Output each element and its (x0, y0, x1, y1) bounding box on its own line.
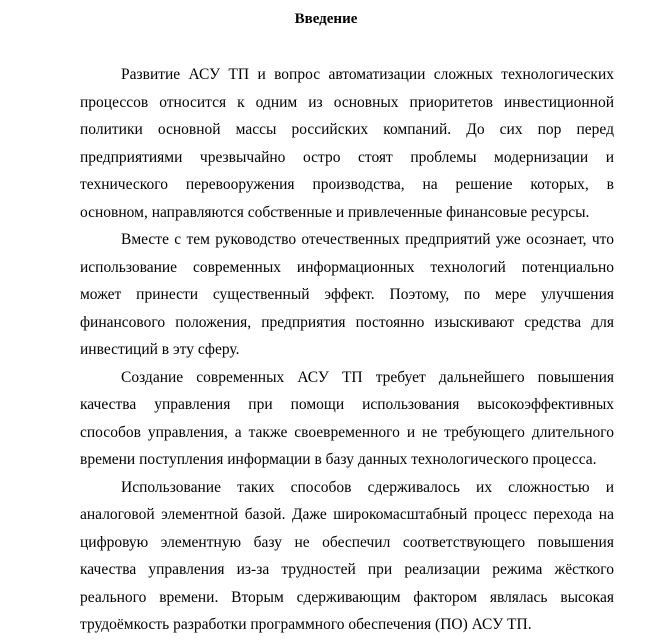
paragraph-1 (80, 65, 614, 230)
paragraph-3 (80, 368, 614, 478)
document-body (80, 65, 614, 643)
text-line: Развитие АСУ ТП и вопрос автоматизации сложных технологических (121, 66, 614, 83)
paragraph-2 (80, 230, 614, 368)
text-line: аналоговой элементной базой. Даже широкомасштабный процесс перехода на (80, 506, 614, 523)
text-line: времени поступления информации в базу данных технологического процесса. (80, 451, 597, 468)
text-line: качества управления при помощи использования высокоэффективных (80, 396, 614, 413)
text-line: технического перевооружения производства, на решение которых, в (80, 176, 614, 193)
text-line: инвестиций в эту сферу. (80, 341, 240, 358)
text-line: основном, направляются собственные и привлеченные финансовые ресурсы. (80, 203, 590, 221)
text-line: цифровую элементную базу не обеспечил соответствующего повышения (80, 533, 614, 551)
text-line: качества управления из-за трудностей при реализации режима жёсткого (80, 561, 614, 578)
text-line: процессов относится к одним из основных приоритетов инвестиционной (80, 93, 614, 111)
text-line: реального времени. Вторым сдерживающим фактором являлась высокая (80, 588, 614, 606)
text-line: финансового положения, предприятия постоянно изыскивают средства для (80, 313, 614, 331)
text-line: может принести существенный эффект. Поэтому, по мере улучшения (80, 286, 614, 303)
text-line: предприятиями чрезвычайно остро стоят проблемы модернизации и (80, 148, 614, 166)
document-title: Введение (294, 11, 358, 27)
text-line: способов управления, а также своевременного и не требующего длительного (80, 423, 614, 441)
text-line: Вместе с тем руководство отечественных предприятий уже осознает, что (121, 231, 614, 248)
text-line: Создание современных АСУ ТП требует дальнейшего повышения (121, 368, 614, 386)
text-line: трудоёмкость разработки программного обеспечения (ПО) АСУ ТП. (80, 616, 532, 633)
text-line: использование современных информационных технологий потенциально (80, 258, 614, 276)
paragraph-4 (80, 478, 614, 643)
text-line: политики основной массы российских компаний. До сих пор перед (80, 121, 614, 138)
text-line: Использование таких способов сдерживалось их сложностью и (121, 478, 614, 496)
